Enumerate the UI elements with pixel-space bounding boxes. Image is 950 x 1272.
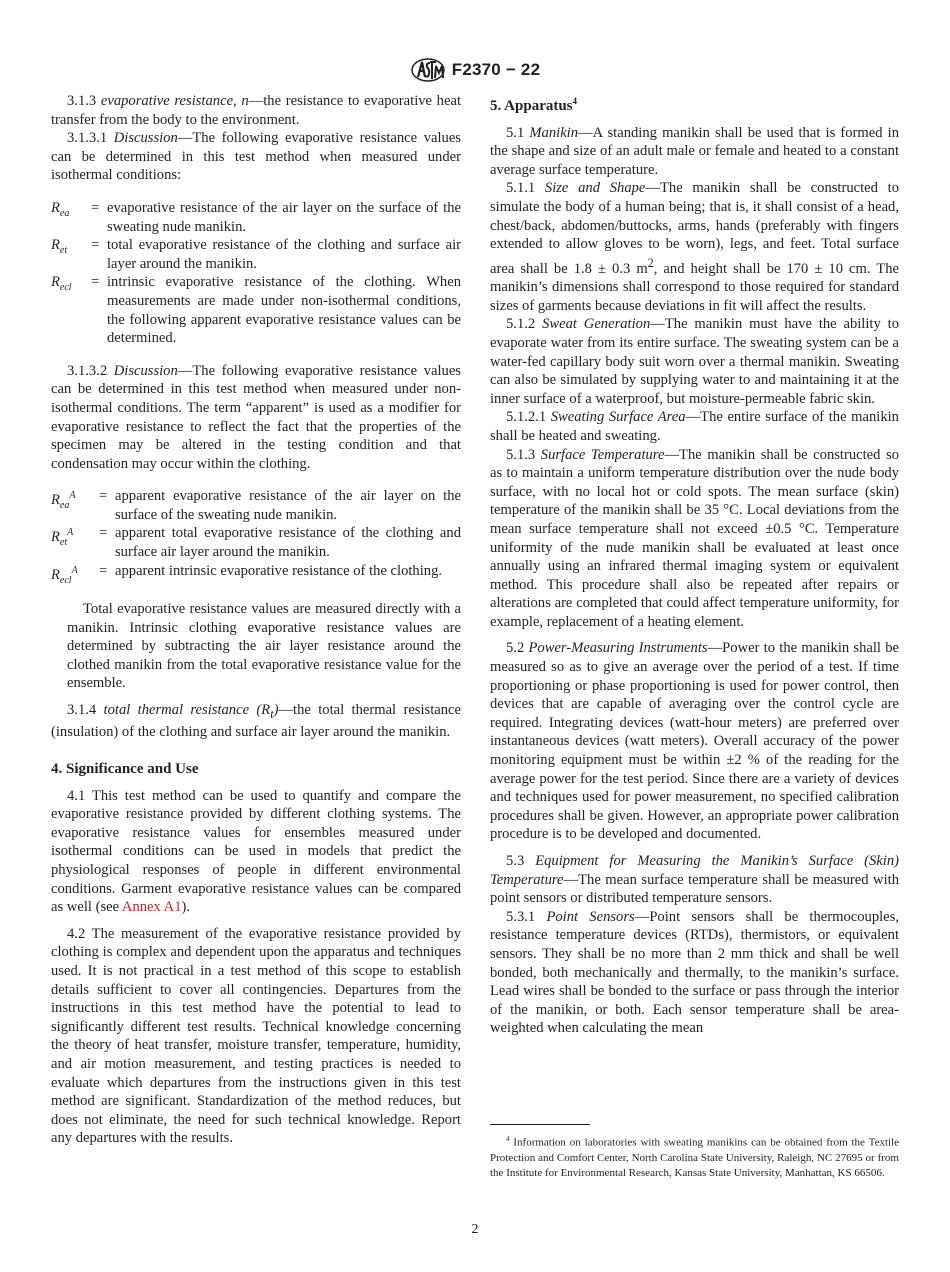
section-5-3: 5.3 Equipment for Measuring the Manikin’s Surface (Skin) Temperature—The mean surface temperature shall be measured with point sensors or distributed temperature sensors. — [490, 853, 899, 907]
definition-rea: $R_{ea}$ = evaporative resistance of the air layer on the surface of the sweating nude manikin. — [51, 199, 461, 235]
section-3-1-4: 3.1.4 total thermal resistance $(R_t)—the$ total thermal resistance (insulation) of the clothing and surface air layer around the manikin. — [51, 701, 461, 741]
section-5-1-2: 5.1.2 Sweat Generation—The manikin must have the ability to evaporate water from its entire surface. The sweating system can be a water-fed capillary body suit worn over a thermal manikin. Sweating can also be simulated by supplying water to and maintaining it at the inner surface of a waterproof, but moisture-permeable fabric skin. — [490, 316, 899, 407]
definitions-apparent — [51, 487, 461, 590]
total-evaporative-note: Total evaporative resistance values are measured directly with a manikin. Intrinsic clothing evaporative resistance values are determined by subtracting the air layer resistance around the clothed manikin from the total evaporative resistance value for the ensemble. — [67, 601, 461, 692]
section-4-heading: 4. Significance and Use — [51, 761, 199, 778]
definition-recl-apparent: $R_{ecl}^A$ = apparent intrinsic evaporative resistance of the clothing. — [51, 562, 443, 586]
definition-ret-apparent: $R_{et}^A$ = apparent total evaporative resistance of the clothing and surface air layer around the manikin. — [51, 525, 461, 561]
section-3-1-3-1: 3.1.3.1 Discussion—The following evaporative resistance values can be determined in this test method when measured under isothermal conditions: — [51, 130, 461, 184]
astm-logo-icon — [410, 57, 446, 83]
section-3-1-3: 3.1.3 evaporative resistance, n—the resistance to evaporative heat transfer from the body to the environment. — [51, 93, 461, 128]
left-column — [51, 92, 461, 1148]
page-header — [0, 56, 950, 84]
definition-rea-apparent: $R_{ea}^A$ = apparent evaporative resistance of the air layer on the surface of the sweating nude manikin. — [51, 488, 461, 523]
definition-recl: $R_{ecl}$ = intrinsic evaporative resistance of the clothing. When measurements are made under non-isothermal conditions, the following apparent evaporative resistance values can be determined. — [51, 274, 461, 347]
annex-a1-link[interactable]: Annex A1 — [121, 899, 182, 916]
right-column — [490, 92, 899, 1038]
footnote-4: $^4$ Information on laboratories with sweating manikins can be obtained from the Textile Protection and Comfort Center, North Carolina State University, Raleigh, NC 27695 or from the Institute for Environmental Research, Kansas State University, Manhattan, KS 66506. — [490, 1135, 899, 1179]
section-5-2: 5.2 Power-Measuring Instruments—Power to the manikin shall be measured so as to give an average over the period of a test. If time proportioning or phase proportioning is used for power control, then devices that are capable of averaging over the control cycle are required. Integrating devices (watt-hour meters) are preferred over instantaneous devices (watt meters). Overall accuracy of the power monitoring equipment must be within ±2 % of the reading for the average power for the test period. Since there are a variety of devices and techniques used for power measurement, no specified calibration procedures shall be given. However, an appropriate power calibration procedure is to be developed and documented. — [490, 640, 899, 843]
section-5-1-3: 5.1.3 Surface Temperature—The manikin shall be constructed so as to maintain a uniform temperature distribution over the nude body surface, with no local hot or cold spots. The mean surface (skin) temperature of the manikin shall be 35 °C. Local deviations from the mean surface temperature shall not exceed ±0.5 °C. Temperature uniformity of the nude manikin shall be evaluated at least once annually using an infrared thermal imaging system or equivalent method. This procedure shall also be repeated after repairs or alterations are completed that could affect temperature uniformity, for example, replacement of a heating element. — [490, 446, 899, 630]
definition-ret: $R_{et}$ = total evaporative resistance of the clothing and surface air layer around the manikin. — [51, 237, 461, 272]
section-5-1-2-1: 5.1.2.1 Sweating Surface Area—The entire surface of the manikin shall be heated and sweating. — [490, 409, 899, 444]
section-5-heading: 5. Apparatus$^4$ — [490, 96, 578, 114]
section-5-1-1: 5.1.1 Size and Shape—The manikin shall be constructed to simulate the body of a human being; that is, it shall consist of a head, chest/back, abdomen/buttocks, arms, hands (preferably with fingers extended to allow gloves to be worn), legs, and feet. Total surface area shall be 1.8 ± 0.3 $m^2$, and height shall be 170 ± 10 cm. The manikin’s dimensions shall correspond to those required for standard sizes of garments because deviations in fit will affect the results. — [490, 180, 899, 314]
section-5-3-1: 5.3.1 Point Sensors—Point sensors shall be thermocouples, resistance temperature devices (RTDs), thermistors, or equivalent sensors. They shall be no more than 2 mm thick and shall be well bonded, both mechanically and thermally, to the manikin’s surface. Lead wires shall be bonded to the surface or pass through the interior of the manikin, or both. Each sensor temperature shall be area-weighted when calculating the mean — [490, 908, 899, 1037]
section-3-1-3-2: 3.1.3.2 Discussion—The following evaporative resistance values can be determined in this test method when measured under non-isothermal conditions. The term “apparent” is used as a modifier for evaporative resistance to reflect the fact that the properties of the specimen may be altered in the testing condition and that condensation may occur within the clothing. — [51, 362, 461, 472]
section-4-2: 4.2 The measurement of the evaporative resistance provided by clothing is complex and dependent upon the apparatus and techniques used. It is not practical in a test method of this scope to establish details sufficient to cover all contingencies. Departures from the instructions in this test method have the potential to lead to significantly different test results. Technical knowledge concerning the theory of heat transfer, moisture transfer, temperature, humidity, and air motion measurement, and testing practices is needed to evaluate which departures from the instructions given in this test method are significant. Standardization of the method reduces, but does not eliminate, the need for such technical knowledge. Report any departures with the results. — [51, 925, 461, 1147]
definitions-isothermal — [51, 199, 461, 348]
standard-designation: F2370 − 22 — [451, 60, 541, 79]
page-number: 2 — [471, 1222, 479, 1237]
footnote-divider — [490, 1124, 590, 1125]
section-4-1: 4.1 This test method can be used to quantify and compare the evaporative resistance provided by different clothing systems. The evaporative resistance values for ensembles measured under isothermal conditions can be used in models that predict the physiological responses of people in different environmental conditions. Garment evaporative resistance values can be compared as well (see Annex A1). — [51, 787, 461, 916]
section-5-1: 5.1 Manikin—A standing manikin shall be used that is formed in the shape and size of an adult male or female and heated to a constant average surface temperature. — [490, 124, 899, 178]
